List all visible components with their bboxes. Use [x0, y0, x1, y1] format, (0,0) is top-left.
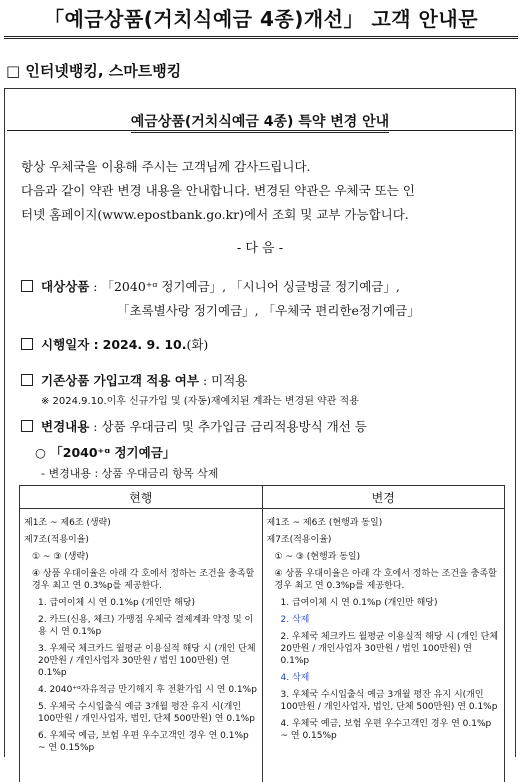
notice-title-rule: [7, 130, 513, 131]
existing-note: ※ 2024.9.10.이후 신규가입 및 (자동)재예치된 계좌는 변경된 약관 적용: [41, 392, 359, 407]
clause-line: ① ~ ③ (생략): [24, 551, 258, 563]
clause-line: 제1조 ~ 제6조 (현행과 동일): [267, 517, 501, 529]
clause-line: 제1조 ~ 제6조 (생략): [24, 517, 258, 529]
document-title: 「예금상품(거치식예금 4종)개선」 고객 안내문: [44, 7, 478, 31]
existing-value: : 미적용: [199, 373, 247, 388]
notice-frame: [4, 88, 516, 757]
clause-line: 4. 2040⁺ᵅ자유적금 만기해지 후 전환가입 시 연 0.1%p: [24, 684, 258, 696]
clause-line: 5. 우체국 수시입출식 예금 3개월 평잔 유지 시(개인 100만원 / 개인사업자, 법인, 단체 500만원) 연 0.1%p: [24, 701, 258, 725]
product-detail: - 변경내용 : 상품 우대금리 항목 삭제: [41, 465, 218, 481]
clause-line: 6. 우체국 예금, 보험 우편 우수고객인 경우 연 0.1%p ~ 연 0.15%p: [24, 730, 258, 754]
target-products: [21, 277, 400, 295]
checkbox-icon: [21, 420, 33, 432]
checkbox-icon: [21, 374, 33, 386]
clause-line: 1. 급여이체 시 연 0.1%p (개인만 해당): [267, 597, 501, 609]
date-value: 2024. 9. 10.: [103, 337, 187, 352]
divider-text: - 다 음 -: [5, 237, 515, 256]
clause-line: 1. 급여이체 시 연 0.1%p (개인만 해당): [24, 597, 258, 609]
target-line-2: 「초록별사랑 정기예금」, 「우체국 편리한e정기예금」: [117, 301, 420, 319]
clause-line: 제7조(적용이율): [24, 534, 258, 546]
clause-line: ④ 상품 우대이율은 아래 각 호에서 정하는 조건을 충족할 경우 최고 연 0.3%p를 제공한다.: [24, 568, 258, 592]
product-bullet: ○ 「2040⁺ᵅ 정기예금」: [35, 443, 175, 461]
change-value: : 상품 우대금리 및 추가입금 금리적용방식 개선 등: [89, 419, 367, 434]
date-label: 시행일자 :: [41, 337, 99, 352]
change-label: 변경내용: [41, 419, 89, 434]
change-content: [21, 417, 367, 435]
existing-label: 기존상품 가입고객 적용 여부: [41, 373, 199, 388]
greeting-line-1: 항상 우체국을 이용해 주시는 고객님께 감사드립니다.: [21, 155, 501, 179]
clause-line: 4. 우체국 예금, 보험 우편 우수고객인 경우 연 0.1%p ~ 연 0.15%p: [267, 718, 501, 742]
greeting-line-2: 다음과 같이 약관 변경 내용을 안내합니다. 변경된 약관은 우체국 또는 인: [21, 179, 501, 203]
target-label: 대상상품: [41, 279, 89, 294]
effective-date: [21, 335, 208, 353]
clause-line-deleted: 4. 삭제: [267, 672, 501, 684]
clause-line-deleted: 2. 삭제: [267, 614, 501, 626]
checkbox-icon: [21, 338, 33, 350]
clause-line: ① ~ ③ (현행과 동일): [267, 551, 501, 563]
notice-title-wrap: [5, 111, 515, 131]
clause-line: 제7조(적용이율): [267, 534, 501, 546]
greeting-text: [21, 155, 501, 227]
clause-line: 3. 우체국 수시입출식 예금 3개월 평잔 유지 시(개인 100만원 / 개인사업자, 법인, 단체 500만원) 연 0.1%p: [267, 689, 501, 713]
greeting-line-3: 터넷 홈페이지(www.epostbank.go.kr)에서 조회 및 교부 가능합니다.: [21, 203, 501, 227]
existing-customers: [21, 371, 247, 389]
document-title-bar: [4, 2, 518, 39]
clause-line: ④ 상품 우대이율은 아래 각 호에서 정하는 조건을 충족할 경우 최고 연 0.3%p를 제공한다.: [267, 568, 501, 592]
checkbox-icon: [21, 280, 33, 292]
current-terms-cell: [20, 509, 263, 782]
column-header-changed: 변경: [262, 486, 505, 509]
comparison-table: [19, 485, 505, 782]
section-heading: □ 인터넷뱅킹, 스마트뱅킹: [6, 60, 181, 81]
date-day: (화): [186, 337, 208, 352]
clause-line: 3. 우체국 체크카드 월평균 이용실적 해당 시 (개인 단체 20만원 / 개인사업자 30만원 / 법인 100만원) 연 0.1%p: [24, 643, 258, 679]
target-line-1: : 「2040⁺ᵅ 정기예금」, 「시니어 싱글벙글 정기예금」,: [89, 279, 400, 294]
changed-terms-cell: [262, 509, 505, 782]
clause-line: 2. 우체국 체크카드 월평균 이용실적 해당 시 (개인 단체 20만원 / 개인사업자 30만원 / 법인 100만원) 연 0.1%p: [267, 631, 501, 667]
notice-title: 예금상품(거치식예금 4종) 특약 변경 안내: [131, 114, 389, 133]
clause-line: 2. 카드(신용, 체크) 가맹점 우체국 결제계좌 약정 및 이용 시 연 0.1%p: [24, 614, 258, 638]
column-header-current: 현행: [20, 486, 263, 509]
